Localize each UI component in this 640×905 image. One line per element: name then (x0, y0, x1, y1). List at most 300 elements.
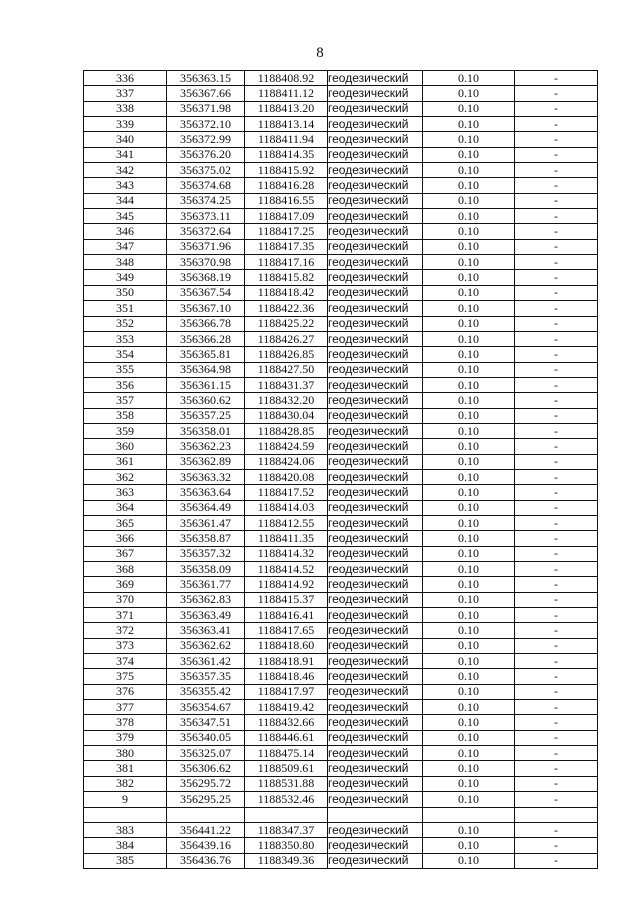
x-coordinate-cell: 356358.01 (167, 423, 245, 438)
description-cell: - (515, 485, 598, 500)
y-coordinate-cell: 1188414.52 (245, 562, 328, 577)
x-coordinate-cell: 356368.19 (167, 270, 245, 285)
description-cell: - (515, 638, 598, 653)
precision-cell: 0.10 (423, 592, 515, 607)
table-row (84, 117, 598, 132)
description-cell: - (515, 408, 598, 423)
precision-cell: 0.10 (423, 393, 515, 408)
precision-cell: 0.10 (423, 101, 515, 116)
x-coordinate-cell: 356363.32 (167, 469, 245, 484)
precision-cell: 0.10 (423, 776, 515, 791)
precision-cell: 0.10 (423, 469, 515, 484)
table-row (84, 715, 598, 730)
x-coordinate-cell: 356363.15 (167, 71, 245, 86)
x-coordinate-cell: 356375.02 (167, 163, 245, 178)
y-coordinate-cell: 1188414.03 (245, 500, 328, 515)
description-cell: - (515, 285, 598, 300)
x-coordinate-cell: 356372.99 (167, 132, 245, 147)
method-cell: геодезический (328, 71, 423, 86)
method-cell: геодезический (328, 853, 423, 868)
precision-cell: 0.10 (423, 577, 515, 592)
method-cell: геодезический (328, 515, 423, 530)
description-cell: - (515, 700, 598, 715)
description-cell (515, 807, 598, 822)
x-coordinate-cell: 356366.28 (167, 331, 245, 346)
x-coordinate-cell: 356354.67 (167, 700, 245, 715)
description-cell: - (515, 838, 598, 853)
precision-cell: 0.10 (423, 377, 515, 392)
table-row (84, 178, 598, 193)
method-cell: геодезический (328, 761, 423, 776)
description-cell: - (515, 500, 598, 515)
table-row (84, 439, 598, 454)
y-coordinate-cell: 1188531.88 (245, 776, 328, 791)
x-coordinate-cell: 356376.20 (167, 147, 245, 162)
table-row (84, 485, 598, 500)
precision-cell: 0.10 (423, 224, 515, 239)
point-number-cell: 374 (84, 654, 167, 669)
point-number-cell: 346 (84, 224, 167, 239)
method-cell: геодезический (328, 178, 423, 193)
y-coordinate-cell: 1188417.35 (245, 239, 328, 254)
point-number-cell: 365 (84, 515, 167, 530)
point-number-cell: 383 (84, 822, 167, 837)
table-row (84, 193, 598, 208)
precision-cell: 0.10 (423, 562, 515, 577)
point-number-cell: 378 (84, 715, 167, 730)
y-coordinate-cell: 1188427.50 (245, 362, 328, 377)
table-row (84, 316, 598, 331)
precision-cell: 0.10 (423, 684, 515, 699)
table-row (84, 209, 598, 224)
description-cell: - (515, 270, 598, 285)
method-cell: геодезический (328, 546, 423, 561)
x-coordinate-cell: 356364.98 (167, 362, 245, 377)
method-cell: геодезический (328, 239, 423, 254)
method-cell: геодезический (328, 147, 423, 162)
point-number-cell: 356 (84, 377, 167, 392)
precision-cell: 0.10 (423, 623, 515, 638)
method-cell: геодезический (328, 485, 423, 500)
precision-cell: 0.10 (423, 178, 515, 193)
y-coordinate-cell: 1188411.12 (245, 86, 328, 101)
description-cell: - (515, 608, 598, 623)
point-number-cell: 338 (84, 101, 167, 116)
precision-cell: 0.10 (423, 730, 515, 745)
description-cell: - (515, 822, 598, 837)
point-number-cell: 342 (84, 163, 167, 178)
precision-cell: 0.10 (423, 408, 515, 423)
x-coordinate-cell: 356439.16 (167, 838, 245, 853)
description-cell: - (515, 224, 598, 239)
x-coordinate-cell (167, 807, 245, 822)
precision-cell: 0.10 (423, 193, 515, 208)
method-cell: геодезический (328, 117, 423, 132)
method-cell: геодезический (328, 255, 423, 270)
table-row (84, 638, 598, 653)
point-number-cell: 360 (84, 439, 167, 454)
point-number-cell: 349 (84, 270, 167, 285)
method-cell: геодезический (328, 408, 423, 423)
method-cell: геодезический (328, 101, 423, 116)
y-coordinate-cell (245, 807, 328, 822)
point-number-cell: 377 (84, 700, 167, 715)
table-row (84, 285, 598, 300)
y-coordinate-cell: 1188415.37 (245, 592, 328, 607)
x-coordinate-cell: 356374.25 (167, 193, 245, 208)
table-row (84, 301, 598, 316)
method-cell: геодезический (328, 377, 423, 392)
precision-cell: 0.10 (423, 485, 515, 500)
description-cell: - (515, 209, 598, 224)
y-coordinate-cell: 1188431.37 (245, 377, 328, 392)
point-number-cell: 348 (84, 255, 167, 270)
precision-cell: 0.10 (423, 792, 515, 807)
table-row (84, 730, 598, 745)
method-cell: геодезический (328, 715, 423, 730)
description-cell: - (515, 301, 598, 316)
y-coordinate-cell: 1188413.20 (245, 101, 328, 116)
table-row (84, 746, 598, 761)
x-coordinate-cell: 356372.10 (167, 117, 245, 132)
y-coordinate-cell: 1188347.37 (245, 822, 328, 837)
method-cell: геодезический (328, 623, 423, 638)
method-cell: геодезический (328, 746, 423, 761)
x-coordinate-cell: 356441.22 (167, 822, 245, 837)
table-row (84, 347, 598, 362)
x-coordinate-cell: 356367.54 (167, 285, 245, 300)
description-cell: - (515, 454, 598, 469)
method-cell: геодезический (328, 270, 423, 285)
x-coordinate-cell: 356306.62 (167, 761, 245, 776)
y-coordinate-cell: 1188416.28 (245, 178, 328, 193)
x-coordinate-cell: 356357.32 (167, 546, 245, 561)
method-cell: геодезический (328, 822, 423, 837)
point-number-cell: 376 (84, 684, 167, 699)
description-cell: - (515, 193, 598, 208)
point-number-cell: 339 (84, 117, 167, 132)
y-coordinate-cell: 1188418.46 (245, 669, 328, 684)
y-coordinate-cell: 1188422.36 (245, 301, 328, 316)
method-cell: геодезический (328, 531, 423, 546)
table-row (84, 623, 598, 638)
point-number-cell: 341 (84, 147, 167, 162)
table-row (84, 239, 598, 254)
description-cell: - (515, 623, 598, 638)
y-coordinate-cell: 1188426.85 (245, 347, 328, 362)
point-number-cell: 384 (84, 838, 167, 853)
description-cell: - (515, 684, 598, 699)
table-row (84, 224, 598, 239)
description-cell: - (515, 439, 598, 454)
description-cell: - (515, 853, 598, 868)
y-coordinate-cell: 1188432.66 (245, 715, 328, 730)
y-coordinate-cell: 1188446.61 (245, 730, 328, 745)
table-row (84, 377, 598, 392)
table-row (84, 454, 598, 469)
point-number-cell: 358 (84, 408, 167, 423)
description-cell: - (515, 669, 598, 684)
description-cell: - (515, 71, 598, 86)
y-coordinate-cell: 1188432.20 (245, 393, 328, 408)
x-coordinate-cell: 356363.41 (167, 623, 245, 638)
description-cell: - (515, 163, 598, 178)
coordinates-table (83, 70, 598, 869)
point-number-cell: 385 (84, 853, 167, 868)
point-number-cell: 369 (84, 577, 167, 592)
precision-cell: 0.10 (423, 546, 515, 561)
table-row (84, 853, 598, 868)
point-number-cell: 340 (84, 132, 167, 147)
y-coordinate-cell: 1188475.14 (245, 746, 328, 761)
y-coordinate-cell: 1188418.91 (245, 654, 328, 669)
method-cell: геодезический (328, 638, 423, 653)
precision-cell: 0.10 (423, 746, 515, 761)
table-row (84, 147, 598, 162)
method-cell: геодезический (328, 776, 423, 791)
method-cell: геодезический (328, 669, 423, 684)
method-cell: геодезический (328, 792, 423, 807)
precision-cell: 0.10 (423, 654, 515, 669)
precision-cell: 0.10 (423, 239, 515, 254)
description-cell: - (515, 101, 598, 116)
precision-cell (423, 807, 515, 822)
y-coordinate-cell: 1188417.09 (245, 209, 328, 224)
point-number-cell: 354 (84, 347, 167, 362)
precision-cell: 0.10 (423, 531, 515, 546)
coordinates-table-body (84, 71, 598, 869)
point-number-cell: 381 (84, 761, 167, 776)
precision-cell: 0.10 (423, 270, 515, 285)
point-number-cell: 371 (84, 608, 167, 623)
table-row (84, 838, 598, 853)
precision-cell: 0.10 (423, 285, 515, 300)
table-row (84, 86, 598, 101)
y-coordinate-cell: 1188420.08 (245, 469, 328, 484)
x-coordinate-cell: 356367.66 (167, 86, 245, 101)
x-coordinate-cell: 356366.78 (167, 316, 245, 331)
description-cell: - (515, 331, 598, 346)
precision-cell: 0.10 (423, 163, 515, 178)
point-number-cell: 373 (84, 638, 167, 653)
method-cell: геодезический (328, 700, 423, 715)
description-cell: - (515, 715, 598, 730)
x-coordinate-cell: 356371.98 (167, 101, 245, 116)
y-coordinate-cell: 1188418.42 (245, 285, 328, 300)
description-cell: - (515, 792, 598, 807)
table-row (84, 255, 598, 270)
y-coordinate-cell: 1188418.60 (245, 638, 328, 653)
y-coordinate-cell: 1188417.97 (245, 684, 328, 699)
precision-cell: 0.10 (423, 715, 515, 730)
x-coordinate-cell: 356295.25 (167, 792, 245, 807)
point-number-cell: 366 (84, 531, 167, 546)
point-number-cell: 372 (84, 623, 167, 638)
table-row (84, 562, 598, 577)
precision-cell: 0.10 (423, 454, 515, 469)
table-row (84, 163, 598, 178)
table-row (84, 792, 598, 807)
precision-cell: 0.10 (423, 700, 515, 715)
table-row (84, 101, 598, 116)
y-coordinate-cell: 1188412.55 (245, 515, 328, 530)
precision-cell: 0.10 (423, 515, 515, 530)
x-coordinate-cell: 356358.87 (167, 531, 245, 546)
precision-cell: 0.10 (423, 147, 515, 162)
precision-cell: 0.10 (423, 347, 515, 362)
point-number-cell: 345 (84, 209, 167, 224)
table-row (84, 608, 598, 623)
description-cell: - (515, 362, 598, 377)
point-number-cell: 351 (84, 301, 167, 316)
precision-cell: 0.10 (423, 362, 515, 377)
precision-cell: 0.10 (423, 316, 515, 331)
method-cell: геодезический (328, 608, 423, 623)
y-coordinate-cell: 1188419.42 (245, 700, 328, 715)
y-coordinate-cell: 1188414.32 (245, 546, 328, 561)
x-coordinate-cell: 356362.83 (167, 592, 245, 607)
x-coordinate-cell: 356357.25 (167, 408, 245, 423)
description-cell: - (515, 377, 598, 392)
method-cell: геодезический (328, 562, 423, 577)
description-cell: - (515, 746, 598, 761)
method-cell: геодезический (328, 730, 423, 745)
x-coordinate-cell: 356436.76 (167, 853, 245, 868)
method-cell: геодезический (328, 285, 423, 300)
point-number-cell: 357 (84, 393, 167, 408)
description-cell: - (515, 546, 598, 561)
x-coordinate-cell: 356362.23 (167, 439, 245, 454)
table-row (84, 592, 598, 607)
y-coordinate-cell: 1188424.59 (245, 439, 328, 454)
table-row (84, 546, 598, 561)
precision-cell: 0.10 (423, 423, 515, 438)
point-number-cell: 361 (84, 454, 167, 469)
point-number-cell: 336 (84, 71, 167, 86)
table-row (84, 362, 598, 377)
x-coordinate-cell: 356361.15 (167, 377, 245, 392)
description-cell: - (515, 347, 598, 362)
precision-cell: 0.10 (423, 761, 515, 776)
method-cell: геодезический (328, 454, 423, 469)
y-coordinate-cell: 1188415.82 (245, 270, 328, 285)
method-cell: геодезический (328, 209, 423, 224)
y-coordinate-cell: 1188415.92 (245, 163, 328, 178)
precision-cell: 0.10 (423, 822, 515, 837)
table-row (84, 500, 598, 515)
description-cell: - (515, 147, 598, 162)
description-cell: - (515, 776, 598, 791)
x-coordinate-cell: 356364.49 (167, 500, 245, 515)
description-cell: - (515, 117, 598, 132)
table-row (84, 761, 598, 776)
table-row (84, 270, 598, 285)
description-cell: - (515, 592, 598, 607)
x-coordinate-cell: 356370.98 (167, 255, 245, 270)
precision-cell: 0.10 (423, 500, 515, 515)
point-number-cell: 375 (84, 669, 167, 684)
precision-cell: 0.10 (423, 853, 515, 868)
description-cell: - (515, 761, 598, 776)
x-coordinate-cell: 356347.51 (167, 715, 245, 730)
table-row (84, 469, 598, 484)
y-coordinate-cell: 1188417.52 (245, 485, 328, 500)
precision-cell: 0.10 (423, 669, 515, 684)
x-coordinate-cell: 356340.05 (167, 730, 245, 745)
x-coordinate-cell: 356361.42 (167, 654, 245, 669)
point-number-cell: 362 (84, 469, 167, 484)
precision-cell: 0.10 (423, 301, 515, 316)
y-coordinate-cell: 1188428.85 (245, 423, 328, 438)
y-coordinate-cell: 1188416.55 (245, 193, 328, 208)
description-cell: - (515, 577, 598, 592)
method-cell: геодезический (328, 654, 423, 669)
method-cell: геодезический (328, 577, 423, 592)
table-row (84, 807, 598, 822)
x-coordinate-cell: 356361.77 (167, 577, 245, 592)
description-cell: - (515, 132, 598, 147)
point-number-cell: 370 (84, 592, 167, 607)
description-cell: - (515, 730, 598, 745)
description-cell: - (515, 316, 598, 331)
point-number-cell: 368 (84, 562, 167, 577)
description-cell: - (515, 255, 598, 270)
description-cell: - (515, 178, 598, 193)
method-cell: геодезический (328, 500, 423, 515)
y-coordinate-cell: 1188408.92 (245, 71, 328, 86)
y-coordinate-cell: 1188425.22 (245, 316, 328, 331)
point-number-cell: 353 (84, 331, 167, 346)
y-coordinate-cell: 1188411.94 (245, 132, 328, 147)
table-row (84, 654, 598, 669)
y-coordinate-cell: 1188509.61 (245, 761, 328, 776)
point-number-cell: 379 (84, 730, 167, 745)
x-coordinate-cell: 356355.42 (167, 684, 245, 699)
y-coordinate-cell: 1188417.16 (245, 255, 328, 270)
x-coordinate-cell: 356365.81 (167, 347, 245, 362)
table-row (84, 132, 598, 147)
y-coordinate-cell: 1188417.25 (245, 224, 328, 239)
x-coordinate-cell: 356362.89 (167, 454, 245, 469)
y-coordinate-cell: 1188414.35 (245, 147, 328, 162)
x-coordinate-cell: 356374.68 (167, 178, 245, 193)
method-cell: геодезический (328, 301, 423, 316)
point-number-cell: 343 (84, 178, 167, 193)
precision-cell: 0.10 (423, 209, 515, 224)
table-row (84, 423, 598, 438)
y-coordinate-cell: 1188424.06 (245, 454, 328, 469)
point-number-cell: 364 (84, 500, 167, 515)
table-row (84, 822, 598, 837)
precision-cell: 0.10 (423, 255, 515, 270)
y-coordinate-cell: 1188413.14 (245, 117, 328, 132)
precision-cell: 0.10 (423, 638, 515, 653)
point-number-cell: 347 (84, 239, 167, 254)
method-cell: геодезический (328, 347, 423, 362)
y-coordinate-cell: 1188411.35 (245, 531, 328, 546)
point-number-cell: 337 (84, 86, 167, 101)
table-row (84, 408, 598, 423)
method-cell: геодезический (328, 193, 423, 208)
x-coordinate-cell: 356361.47 (167, 515, 245, 530)
method-cell: геодезический (328, 838, 423, 853)
table-row (84, 669, 598, 684)
description-cell: - (515, 654, 598, 669)
point-number-cell: 344 (84, 193, 167, 208)
description-cell: - (515, 469, 598, 484)
method-cell: геодезический (328, 592, 423, 607)
description-cell: - (515, 239, 598, 254)
